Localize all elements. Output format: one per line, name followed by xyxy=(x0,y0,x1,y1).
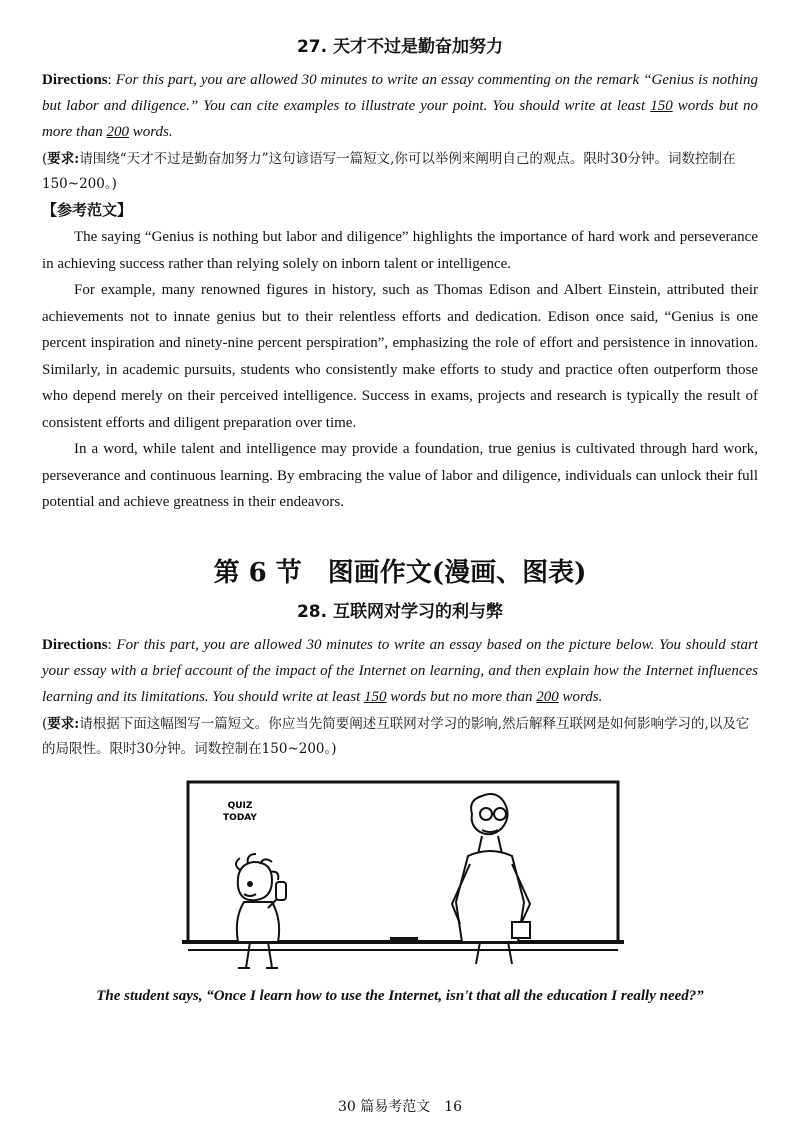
directions-label: Directions xyxy=(42,72,108,88)
min-words: 150 xyxy=(650,98,673,114)
q27-requirement: (要求:请围绕“天才不过是勤奋加努力”这句谚语写一篇短文,你可以举例来阐明自己的观点。限时30分钟。词数控制在150~200。) xyxy=(42,151,736,192)
q28-directions: Directions: For this part, you are allowed 30 minutes to write an essay based on the picture below. You should start your essay with a brief account of the impact of the Internet on learning, and then explain how the Internet influences learning and its limitations. You should write at least 150 words but no more than 200 words. xyxy=(42,636,759,705)
q28-requirement: (要求:请根据下面这幅图写一篇短文。你应当先简要阐述互联网对学习的影响,然后解释互联网是如何影响学习的,以及它的局限性。限时30分钟。词数控制在150~200。) xyxy=(42,715,750,757)
cartoon-caption: The student says, “Once I learn how to use the Internet, isn't that all the education I really need?” xyxy=(96,987,704,1004)
q27-title: 27. 天才不过是勤奋加努力 xyxy=(296,37,504,57)
q28-title: 28. 互联网对学习的利与弊 xyxy=(296,601,504,622)
document-page xyxy=(42,32,758,1005)
max-words: 200 xyxy=(536,688,559,705)
cartoon xyxy=(120,774,680,974)
min-words: 150 xyxy=(363,688,387,705)
max-words: 200 xyxy=(106,124,129,140)
q27-directions: Directions: For this part, you are allowed 30 minutes to write an essay commenting on the remark “Genius is nothing but labor and diligence.” You can cite examples to illustrate your point. You should write at least 150 words but no more than 200 words. xyxy=(42,72,759,140)
section-title: 第 6 节 图画作文(漫画、图表) xyxy=(213,557,587,588)
board-text: QUIZ xyxy=(227,800,253,811)
cartoon-illustration xyxy=(120,774,680,974)
essay-paragraph: In a word, while talent and intelligence may provide a foundation, true genius is cultivated through hard work, perseverance and continuous learning. By embracing the value of labor and diligence, individuals can unlock their full potential and achieve greatness in their endeavors. xyxy=(42,441,758,510)
phone-icon xyxy=(276,882,286,900)
eraser xyxy=(390,937,418,943)
essay-paragraph: The saying “Genius is nothing but labor and diligence” highlights the importance of hard work and perseverance in achieving success rather than relying solely on inborn talent or intelligence. xyxy=(42,229,758,272)
board-text: TODAY xyxy=(223,812,257,823)
directions-label: Directions xyxy=(42,636,108,653)
page-footer: 30 篇易考范文 16 xyxy=(337,1099,463,1115)
reference-essay-heading: 【参考范文】 xyxy=(42,201,133,219)
essay-paragraph: For example, many renowned figures in history, such as Thomas Edison and Albert Einstein, attributed their achievements not to innate genius but to their relentless efforts and dedication. Edison once said, “Genius is one percent inspiration and ninety-nine percent perspiration”, emphasizing the role of effort and persistence in innovation. Similarly, in academic pursuits, students who consistently make efforts to study and practice often outperform those who depend merely on their perceived intelligence. Success in exams, projects and research is typically the result of consistent efforts and diligent preparation over time. xyxy=(42,282,758,431)
